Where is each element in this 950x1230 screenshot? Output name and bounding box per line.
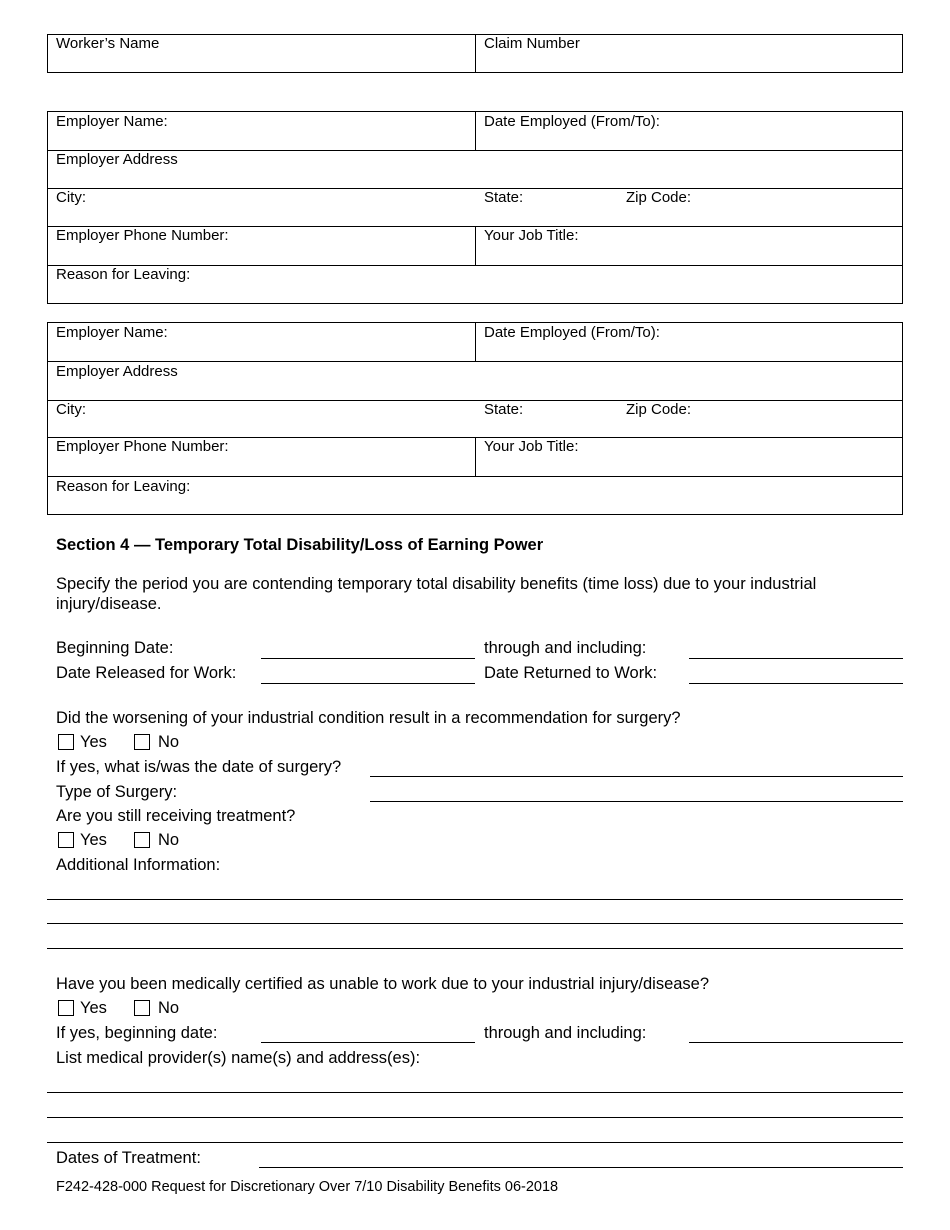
beginning-date-input[interactable]: [261, 658, 475, 659]
employer-block-2-row-divider: [47, 400, 903, 401]
surgery-yes-checkbox[interactable]: [58, 734, 74, 750]
certified-through-label: through and including:: [484, 1024, 647, 1042]
providers-line[interactable]: [47, 1142, 903, 1143]
additional-info-label: Additional Information:: [56, 856, 221, 874]
employer-block-1-col-divider: [475, 111, 476, 150]
date-employed-field[interactable]: Date Employed (From/To):: [484, 324, 660, 341]
workers-name-field[interactable]: Worker’s Name: [56, 35, 160, 52]
treatment-yes-label: Yes: [80, 831, 107, 849]
employer-address-field[interactable]: Employer Address: [56, 363, 178, 380]
date-released-input[interactable]: [261, 683, 475, 684]
date-returned-label: Date Returned to Work:: [484, 664, 658, 682]
dates-of-treatment-input[interactable]: [259, 1167, 903, 1168]
employer-block-2-col-divider: [475, 437, 476, 476]
city-field[interactable]: City:: [56, 401, 86, 418]
through-label: through and including:: [484, 639, 647, 657]
treatment-no-checkbox[interactable]: [134, 832, 150, 848]
reason-for-leaving-field[interactable]: Reason for Leaving:: [56, 266, 191, 283]
job-title-field[interactable]: Your Job Title:: [484, 438, 579, 455]
claim-number-field[interactable]: Claim Number: [484, 35, 580, 52]
beginning-date-label: Beginning Date:: [56, 639, 174, 657]
surgery-no-label: No: [158, 733, 180, 751]
employer-name-field[interactable]: Employer Name:: [56, 113, 168, 130]
city-field[interactable]: City:: [56, 189, 86, 206]
certified-no-checkbox[interactable]: [134, 1000, 150, 1016]
section-4-heading: Section 4 — Temporary Total Disability/Loss of Earning Power: [56, 536, 544, 554]
reason-for-leaving-field[interactable]: Reason for Leaving:: [56, 478, 191, 495]
treatment-question: Are you still receiving treatment?: [56, 807, 296, 825]
additional-info-line[interactable]: [47, 923, 903, 924]
date-employed-field[interactable]: Date Employed (From/To):: [484, 113, 660, 130]
employer-name-field[interactable]: Employer Name:: [56, 324, 168, 341]
certified-no-label: No: [158, 999, 180, 1017]
employer-block-2-row-divider: [47, 476, 903, 477]
employer-block-1-row-divider: [47, 188, 903, 189]
employer-block-2-col-divider: [475, 322, 476, 361]
if-yes-beginning-label: If yes, beginning date:: [56, 1024, 218, 1042]
additional-info-line[interactable]: [47, 948, 903, 949]
surgery-yes-label: Yes: [80, 733, 107, 751]
employer-block-1-col-divider: [475, 226, 476, 265]
certified-yes-checkbox[interactable]: [58, 1000, 74, 1016]
employer-block-2-row-divider: [47, 361, 903, 362]
certified-through-input[interactable]: [689, 1042, 903, 1043]
surgery-type-label: Type of Surgery:: [56, 783, 178, 801]
certified-question: Have you been medically certified as unable to work due to your industrial injury/disease?: [56, 975, 710, 993]
dates-of-treatment-label: Dates of Treatment:: [56, 1149, 201, 1167]
providers-line[interactable]: [47, 1117, 903, 1118]
through-date-input[interactable]: [689, 658, 903, 659]
surgery-date-label: If yes, what is/was the date of surgery?: [56, 758, 342, 776]
employer-address-field[interactable]: Employer Address: [56, 151, 178, 168]
form-footer-id: F242-428-000 Request for Discretionary Over 7/10 Disability Benefits 06-2018: [56, 1179, 559, 1195]
date-returned-input[interactable]: [689, 683, 903, 684]
surgery-no-checkbox[interactable]: [134, 734, 150, 750]
zip-code-field[interactable]: Zip Code:: [626, 401, 692, 418]
worker-claim-divider: [475, 34, 476, 73]
treatment-yes-checkbox[interactable]: [58, 832, 74, 848]
providers-line[interactable]: [47, 1092, 903, 1093]
zip-code-field[interactable]: Zip Code:: [626, 189, 692, 206]
state-field[interactable]: State:: [484, 189, 524, 206]
providers-label: List medical provider(s) name(s) and address(es):: [56, 1049, 421, 1067]
additional-info-line[interactable]: [47, 899, 903, 900]
date-released-label: Date Released for Work:: [56, 664, 237, 682]
section-4-intro: Specify the period you are contending temporary total disability benefits (time loss) due to your industrial injury/disease.: [56, 575, 817, 613]
treatment-no-label: No: [158, 831, 180, 849]
job-title-field[interactable]: Your Job Title:: [484, 227, 579, 244]
certified-beginning-input[interactable]: [261, 1042, 475, 1043]
surgery-date-input[interactable]: [370, 776, 903, 777]
state-field[interactable]: State:: [484, 401, 524, 418]
employer-phone-field[interactable]: Employer Phone Number:: [56, 227, 229, 244]
employer-phone-field[interactable]: Employer Phone Number:: [56, 438, 229, 455]
surgery-type-input[interactable]: [370, 801, 903, 802]
surgery-question: Did the worsening of your industrial condition result in a recommendation for surgery?: [56, 709, 681, 727]
certified-yes-label: Yes: [80, 999, 107, 1017]
